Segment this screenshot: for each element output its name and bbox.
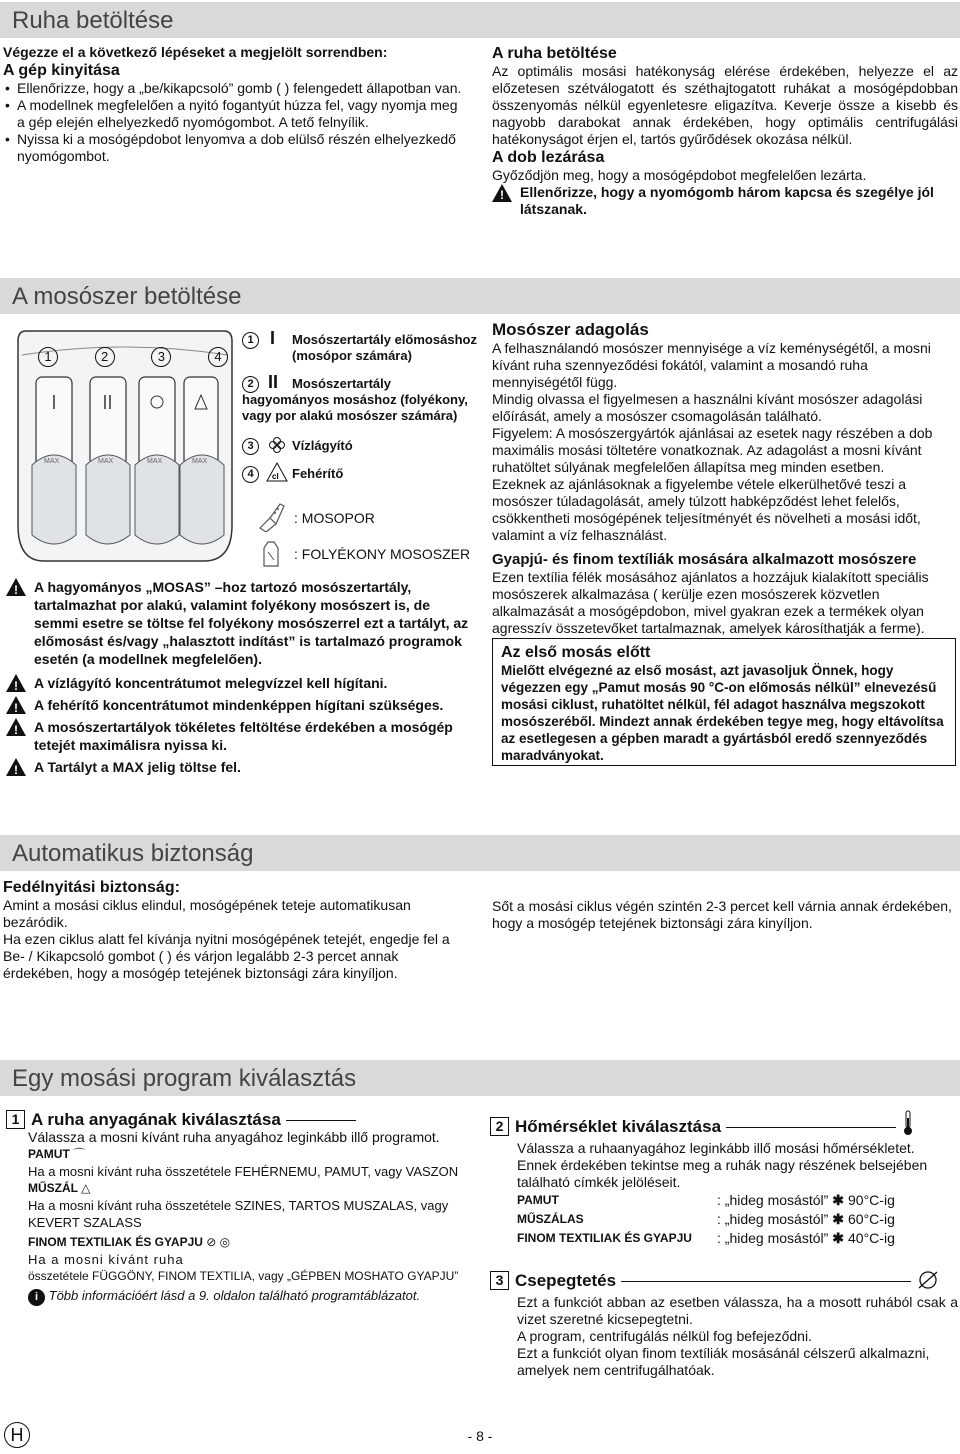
heading-rule: [286, 1120, 356, 1121]
section-header-mososzer: [0, 278, 960, 314]
country-badge: H: [4, 1422, 30, 1448]
mainwash-icon: II: [268, 372, 279, 392]
svg-text:MAX: MAX: [192, 458, 208, 465]
drawer-numbers: [38, 347, 228, 367]
legend-item-3: [242, 436, 478, 458]
step-number: 3: [490, 1271, 509, 1290]
snowflake-icon: ✱: [832, 1192, 845, 1208]
legend-item-1: [242, 330, 478, 366]
warning-item: [6, 578, 470, 668]
bleach-icon: [266, 462, 288, 486]
safety-subheading: Fedélnyitási biztonság:: [3, 879, 180, 896]
spin-heading: [490, 1270, 958, 1294]
info-line: [28, 1287, 472, 1306]
synthetic-text: Ha a mosni kívánt ruha összetétele SZINES, TARTOS MUSZALAS, vagy KEVERT SZALASS: [28, 1198, 449, 1230]
bullet-item: • A modellnek megfelelően a nyitó fogantyút húzza fel, vagy nyomja meg a gép elején elhelyezkedő nyomógombot. A tető felnyílik.: [3, 97, 469, 131]
drawer-number: 4: [208, 347, 228, 367]
temperature-value: 40°C-ig: [848, 1230, 895, 1246]
warning-icon: [6, 674, 26, 692]
legend-text: Vízlágyító: [292, 438, 353, 453]
legend-number: 4: [242, 466, 259, 483]
section-title: Egy mosási program kiválasztás: [12, 1065, 357, 1092]
synthetic-label: [28, 1180, 472, 1197]
delicate-label: [28, 1234, 472, 1251]
legend-number: 1: [242, 332, 259, 349]
flower-icon: [268, 436, 286, 458]
warning-item: [6, 674, 470, 692]
cotton-icon: ⌒: [73, 1147, 86, 1161]
legend-text: Mosószertartály előmosáshoz (mosópor számára): [292, 332, 477, 363]
delicate-text: Ha a mosni kívánt ruha: [28, 1252, 184, 1267]
dose-heading: Mosószer adagolás: [492, 320, 649, 339]
temperature-heading: [490, 1110, 958, 1140]
warning-icon: [492, 184, 512, 202]
bullet-item: • Ellenőrizze, hogy a „be/kikapcsoló” gomb ( ) felengedett állapotban van.: [3, 80, 469, 97]
fabric-heading: [6, 1110, 472, 1129]
cotton-text: Ha a mosni kívánt ruha összetétele FEHÉRNEMU, PAMUT, vagy VASZON: [28, 1164, 459, 1179]
first-wash-text: Mielőtt elvégezné az első mosást, azt javasoljuk Önnek, hogy végezzen egy „Pamut mosás 90 °C-on előmosás nélkül” elnevezésű mosási ciklust, ruhatöltet nélkül, fél adagot használva megszokott mosószeréből. Mindezt annak érdekében tegye meg, hogy eltávolítsa az esetlegesen a gépben maradt a gyártásból eredő szennyeződés maradványokat.: [501, 663, 944, 763]
warning-icon: [6, 758, 26, 776]
heading-rule: [621, 1281, 911, 1282]
drawer-number: 1: [38, 347, 58, 367]
info-icon: i: [28, 1289, 45, 1306]
legend-text: Mosószertartály hagyományos mosáshoz (folyékony, vagy por alakú mosószer számára): [242, 376, 468, 423]
temperature-row: [517, 1229, 958, 1248]
first-wash-box: [492, 638, 956, 766]
wool-text: Ezen textília félék mosásához ajánlatos a hozzájuk kialakított speciális mosószerek alkalmazása ( kerülje ezen mosószerek közvetlen alkalmazását a mosógépdobon, mivel gyakran ezek a termékek olyan agresszív összetevőket tartalmaznak, amelyek károsíthatják a ferme).: [492, 569, 929, 636]
open-machine-block: [3, 44, 469, 165]
delicate-label-text: FINOM TEXTILIAK ÉS GYAPJU: [28, 1235, 203, 1249]
cotton-label: [28, 1146, 472, 1163]
close-text: Győződjön meg, hogy a mosógépdobot megfelelően lezárta.: [492, 167, 867, 183]
no-spin-icon: [916, 1270, 940, 1294]
section-header-biztonsag: [0, 835, 960, 871]
load-text: Az optimális mosási hatékonyság elérése érdekében, helyezze el az előzetesen szétválogatott és széthajtogatott ruhákat a mosógépdobban összenyomás nélkül egyenletesre eligazítva. Keverje össze a kisebb és nagyobb darabokat annak érdekében, hogy optimális centrifugálási hatékonyságot érjen el, tartós gyűrődések okozása nélkül.: [492, 63, 958, 147]
open-heading: A gép kinyitása: [3, 62, 120, 79]
dose-paragraph: Figyelem: A mosószergyártók ajánlásai az esetek nagy részében a dob maximális mosási töltetére vonatkoznak. Az adagolást a mosni kívánt ruhatöltet súlyának megfelelően állapítsa meg minden esetben.: [492, 425, 933, 475]
warning-text: A vízlágyító koncentrátumot melegvízzel kell hígítani.: [34, 675, 388, 691]
safety-paragraph: Sőt a mosási ciklus végén szintén 2-3 percet kell várnia annak érdekében, hogy a mosógép tetejének biztonsági zára kinyíljon.: [492, 898, 952, 931]
dose-paragraph: A felhasználandó mosószer mennyisége a víz keménységétől, a mosni kívánt ruha szennyeződési fokától, valamint a mosandó ruha mennyiségétől függ.: [492, 340, 931, 390]
warning-icon: [6, 578, 26, 596]
legend-item-4: [242, 464, 478, 486]
thermometer-icon: [901, 1110, 915, 1140]
powder-label: : MOSOPOR: [294, 510, 375, 526]
delicate-text: összetétele FÜGGÖNY, FINOM TEXTILIA, vagy „GÉPBEN MOSHATO GYAPJU”: [28, 1269, 459, 1283]
temperature-range: : „hideg mosástól”: [717, 1192, 829, 1208]
wool-heading: Gyapjú- és finom textíliák mosására alkalmazott mosószere: [492, 551, 917, 568]
synthetic-icon: △: [81, 1181, 91, 1195]
fabric-selection: [6, 1110, 472, 1306]
section-title: Automatikus biztonság: [12, 840, 254, 867]
info-text: Több információért lásd a 9. oldalon található programtáblázatot.: [48, 1288, 421, 1303]
temperature-fabric: MŰSZÁLAS: [517, 1212, 584, 1226]
close-warning: [492, 184, 958, 218]
spin-paragraph: Ezt a funkciót olyan finom textíliák mosásánál célszerű alkalmazni, amelyek nem centrifugálhatóak.: [517, 1345, 930, 1378]
legend-liquid: [242, 538, 478, 568]
temperature-heading-text: Hőmérséklet kiválasztása: [515, 1117, 722, 1136]
legend-powder: [242, 500, 478, 538]
legend-number: 2: [242, 376, 259, 393]
safety-block-right: [492, 898, 958, 932]
liquid-label: : FOLYÉKONY MOSOSZER: [294, 546, 471, 562]
temperature-range: : „hideg mosástól”: [717, 1211, 829, 1227]
warning-item: [6, 758, 470, 776]
warning-text: A mosószertartályok tökéletes feltöltése érdekében a mosógép tetejét maximálisra nyissa ki.: [34, 719, 453, 753]
svg-text:MAX: MAX: [147, 458, 163, 465]
close-heading: A dob lezárása: [492, 149, 605, 166]
cotton-label-text: PAMUT: [28, 1147, 70, 1161]
temperature-table: [517, 1191, 958, 1248]
load-heading: A ruha betöltése: [492, 45, 617, 62]
fabric-heading-text: A ruha anyagának kiválasztása: [31, 1110, 281, 1129]
temperature-text: Válassza a ruhaanyagához leginkább illő mosási hőmérsékletet. Ennek érdekében tekintse meg a ruhák nagy részének belsejében található címkék jelöléseit.: [517, 1140, 928, 1190]
temperature-range: : „hideg mosástól”: [717, 1230, 829, 1246]
safety-paragraph: Ha ezen ciklus alatt fel kívánja nyitni mosógépének tetejét, engedje fel a Be- / Kikapcsoló gombot ( ) és várjon legalább 2-3 percet annak érdekében, hogy a mosógép tetejének biztonsági zára kinyíljon.: [3, 931, 450, 981]
dose-paragraph: Ezeknek az ajánlásoknak a figyelembe vétele elkerülhetővé teszi a mosószer túladagolását, amely túlzott habképződést lehet felelős, csökkentheti mosógépének teljesítményét és növelheti a mosási időt, valamint a víz felhasználást.: [492, 476, 921, 543]
temperature-fabric: PAMUT: [517, 1193, 559, 1207]
temperature-value: 90°C-ig: [848, 1192, 895, 1208]
liquid-bottle-icon: [258, 538, 284, 571]
warning-item: [6, 696, 470, 714]
prewash-icon: I: [270, 328, 276, 348]
section-header-program: [0, 1060, 960, 1096]
dosage-block: [492, 320, 958, 637]
step-number: 2: [490, 1117, 509, 1136]
spin-paragraph: Ezt a funkciót abban az esetben válassza, ha a mosott ruhából csak a vizet szeretné kicsepegtetni.: [517, 1294, 958, 1327]
powder-scoop-icon: [256, 500, 286, 535]
section-title: Ruha betöltése: [12, 7, 174, 34]
svg-text:MAX: MAX: [98, 458, 114, 465]
warning-item: [6, 718, 470, 754]
svg-text:cl: cl: [272, 472, 279, 481]
synthetic-label-text: MŰSZÁL: [28, 1181, 78, 1195]
first-wash-heading: Az első mosás előtt: [501, 644, 651, 661]
bullet-item: • Nyissa ki a mosógépdobot lenyomva a dob elülső részén elhelyezkedő nyomógombot.: [3, 131, 469, 165]
snowflake-icon: ✱: [832, 1211, 845, 1227]
temperature-fabric: FINOM TEXTILIAK ÉS GYAPJU: [517, 1231, 692, 1245]
warning-icon: [6, 696, 26, 714]
spin-paragraph: A program, centrifugálás nélkül fog befejeződni.: [517, 1328, 812, 1344]
warning-text: A fehérítő koncentrátumot mindenképpen hígítani szükséges.: [34, 697, 444, 713]
step-number: 1: [6, 1110, 25, 1129]
section-title: A mosószer betöltése: [12, 283, 242, 310]
warning-text: A Tartályt a MAX jelig töltse fel.: [34, 759, 241, 775]
temperature-row: [517, 1191, 958, 1210]
drawer-number: 3: [151, 347, 171, 367]
drawer-number: 2: [95, 347, 115, 367]
safety-block: [3, 878, 469, 982]
legend-item-2: [242, 374, 478, 428]
snowflake-icon: ✱: [832, 1230, 845, 1246]
delicate-wool-icon: ⊘ ◎: [206, 1235, 231, 1249]
temperature-row: [517, 1210, 958, 1229]
heading-rule: [726, 1127, 896, 1128]
warning-text: A hagyományos „MOSAS” –hoz tartozó mosószertartály, tartalmazhat por alakú, valamint folyékony mosószert is, de semmi esetre se töltse fel folyékony mosószerrel ezt a tartályt, az előmosást és/vagy „halasztott indítást” is tartalmazó programok esetén (a modellnek megfelelően).: [34, 579, 469, 667]
legend-text: Fehérítő: [292, 466, 344, 481]
intro-text: Végezze el a következő lépéseket a megjelölt sorrendben:: [3, 44, 388, 60]
warning-text: Ellenőrizze, hogy a nyomógomb három kapcsa és szegélye jól látszanak.: [520, 184, 934, 217]
drawer-legend: [242, 330, 478, 568]
fabric-intro: Válassza a mosni kívánt ruha anyagához leginkább illő programot.: [28, 1129, 440, 1145]
section-header-ruha: [0, 2, 960, 38]
warning-icon: [6, 718, 26, 736]
legend-number: 3: [242, 438, 259, 455]
temperature-value: 60°C-ig: [848, 1211, 895, 1227]
safety-paragraph: Amint a mosási ciklus elindul, mosógépének teteje automatikusan bezáródik.: [3, 897, 411, 930]
page-number: - 8 -: [467, 1428, 493, 1444]
svg-text:MAX: MAX: [44, 458, 60, 465]
dose-paragraph: Mindig olvassa el figyelmesen a használni kívánt mosószer adagolási előírását, amely a mosószer csomagolásán található.: [492, 391, 923, 424]
detergent-warnings: [6, 578, 470, 780]
spin-heading-text: Csepegtetés: [515, 1271, 617, 1290]
load-block: [492, 44, 958, 218]
detergent-drawer-illustration: [14, 325, 236, 567]
temperature-selection: [490, 1110, 958, 1379]
